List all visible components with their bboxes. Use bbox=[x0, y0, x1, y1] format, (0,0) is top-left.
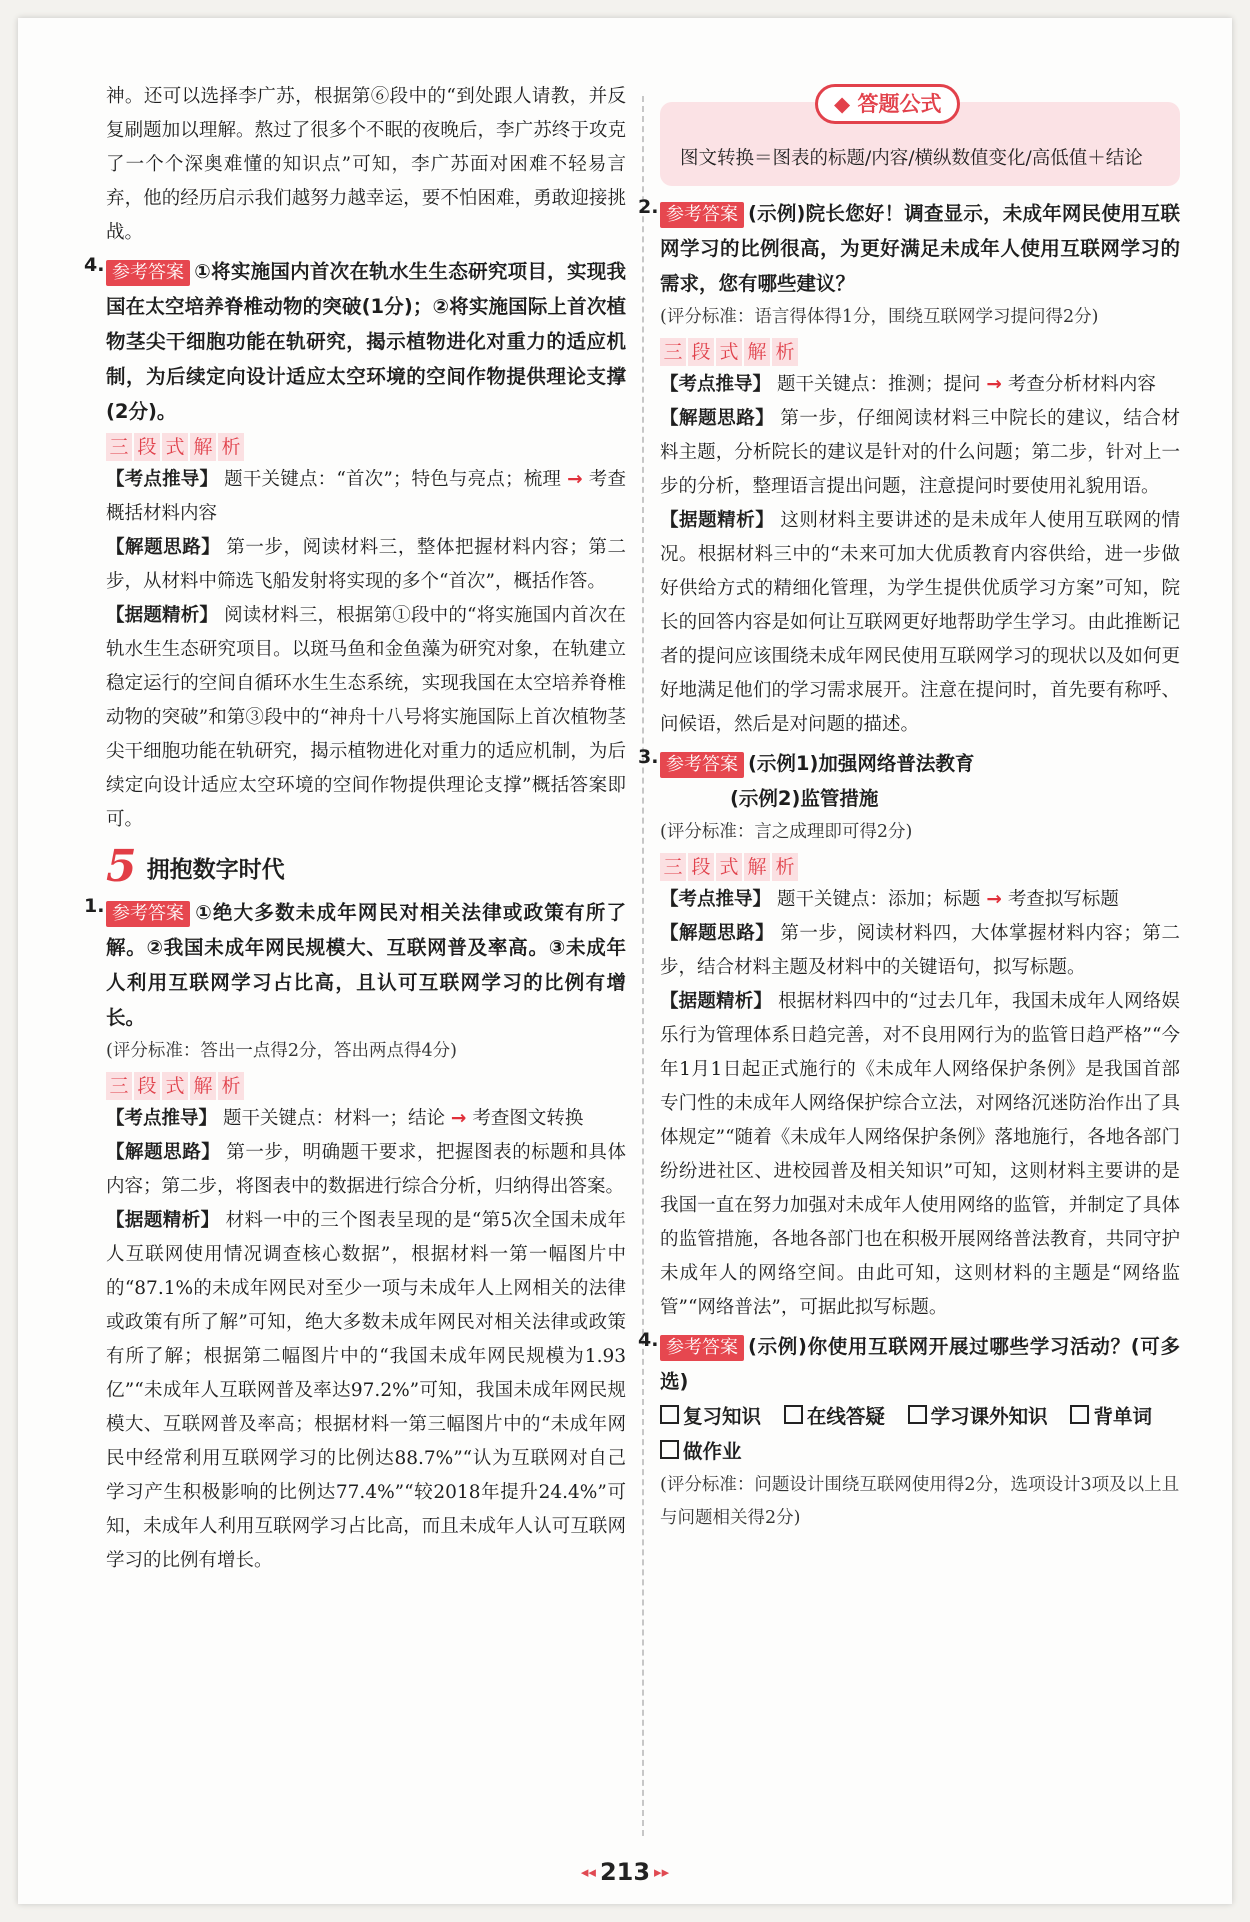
idea-label: 【解题思路】 bbox=[660, 408, 775, 429]
analysis-char: 式 bbox=[162, 1072, 188, 1100]
analysis-char: 析 bbox=[218, 433, 244, 461]
checkbox-icon[interactable] bbox=[1070, 1405, 1089, 1424]
analysis-char: 段 bbox=[134, 433, 160, 461]
analysis-char: 式 bbox=[716, 338, 742, 366]
answer-text bbox=[660, 746, 1180, 781]
analysis-char: 段 bbox=[134, 1072, 160, 1100]
analysis-badge bbox=[106, 1072, 626, 1100]
solution-idea bbox=[106, 531, 626, 599]
arrow-icon: → bbox=[986, 374, 1002, 395]
point-derivation bbox=[106, 1102, 626, 1136]
question-3 bbox=[638, 746, 1180, 1325]
question-number: 2. bbox=[638, 196, 659, 218]
reference-answer-tag: 参考答案 bbox=[660, 752, 744, 778]
option-label: 学习课外知识 bbox=[930, 1405, 1048, 1428]
section-title: 拥抱数字时代 bbox=[146, 856, 285, 883]
reference-answer-tag: 参考答案 bbox=[106, 260, 190, 286]
answer-body: (示例)你使用互联网开展过哪些学习活动？(可多选) bbox=[660, 1335, 1180, 1393]
answer-body: (示例1)加强网络普法教育 bbox=[748, 752, 975, 775]
option-item[interactable] bbox=[660, 1399, 761, 1434]
detailed-analysis bbox=[660, 985, 1180, 1325]
answer-text bbox=[106, 254, 626, 429]
idea-text: 第一步，阅读材料三，整体把握材料内容；第二步，从材料中筛选飞船发射将实现的多个“首次”，概括作答。 bbox=[106, 537, 626, 592]
scoring-standard: (评分标准：问题设计围绕互联网使用得2分，选项设计3项及以上且与问题相关得2分) bbox=[660, 1475, 1180, 1528]
question-number: 4. bbox=[84, 254, 105, 276]
scoring-standard: (评分标准：言之成理即可得2分) bbox=[660, 822, 913, 842]
analysis-char: 解 bbox=[744, 853, 770, 881]
answer-example-2: (示例2)监管措施 bbox=[730, 787, 879, 810]
analysis-char: 三 bbox=[106, 433, 132, 461]
detail-text: 这则材料主要讲述的是未成年人使用互联网的情况。根据材料三中的“未来可加大优质教育内容供给，进一步做好供给方式的精细化管理，为学生提供优质学习方案”可知，院长的回答内容是如何让互联网更好地帮助学生学习。由此推断记者的提问应该围绕未成年网民使用互联网学习的现状以及如何更好地满足他们的学习需求展开。注意在提问时，首先要有称呼、问候语，然后是对问题的描述。 bbox=[660, 510, 1180, 735]
option-item[interactable] bbox=[908, 1399, 1048, 1434]
answer-text bbox=[660, 196, 1180, 301]
answer-body: (示例)院长您好！调查显示，未成年网民使用互联网学习的比例很高，为更好满足未成年人使用互联网学习的需求，您有哪些建议？ bbox=[660, 202, 1180, 295]
formula-title: ◆ 答题公式 bbox=[815, 84, 960, 124]
arrow-icon: → bbox=[450, 1108, 467, 1129]
point-text: 题干关键点：添加；标题 bbox=[777, 889, 981, 910]
analysis-char: 三 bbox=[660, 338, 686, 366]
option-item[interactable] bbox=[1070, 1399, 1152, 1434]
idea-label: 【解题思路】 bbox=[106, 1142, 221, 1163]
scoring-standard: (评分标准：答出一点得2分，答出两点得4分) bbox=[106, 1041, 457, 1061]
formula-text: 图文转换＝图表的标题/内容/横纵数值变化/高低值＋结论 bbox=[680, 148, 1143, 169]
idea-text: 第一步，仔细阅读材料三中院长的建议，结合材料主题，分析院长的建议是针对的什么问题；第二步，针对上一步的分析，整理语言提出问题，注意提问时要使用礼貌用语。 bbox=[660, 408, 1180, 497]
scoring-standard: (评分标准：语言得体得1分，围绕互联网学习提问得2分) bbox=[660, 307, 1099, 327]
right-column bbox=[638, 80, 1180, 1535]
answer-text bbox=[106, 895, 626, 1035]
analysis-char: 析 bbox=[218, 1072, 244, 1100]
answer-formula-box bbox=[660, 92, 1180, 186]
analysis-char: 解 bbox=[744, 338, 770, 366]
question-4-right bbox=[638, 1329, 1180, 1535]
analysis-char: 式 bbox=[162, 433, 188, 461]
section-heading bbox=[106, 841, 626, 892]
analysis-char: 解 bbox=[190, 433, 216, 461]
point-derivation bbox=[106, 463, 626, 531]
answer-body: ①绝大多数未成年网民对相关法律或政策有所了解。②我国未成年网民规模大、互联网普及率高。③未成年人利用互联网学习占比高，且认可互联网学习的比例有增长。 bbox=[106, 901, 626, 1029]
point-result: 考查概括材料内容 bbox=[106, 469, 626, 524]
question-1 bbox=[84, 895, 626, 1578]
analysis-char: 段 bbox=[688, 338, 714, 366]
point-text: 题干关键点：材料一；结论 bbox=[223, 1108, 446, 1129]
option-label: 在线答疑 bbox=[806, 1405, 885, 1428]
checkbox-icon[interactable] bbox=[660, 1440, 679, 1459]
detailed-analysis bbox=[660, 504, 1180, 742]
detailed-analysis bbox=[106, 599, 626, 837]
answer-body: ①将实施国内首次在轨水生生态研究项目，实现我国在太空培养脊椎动物的突破(1分)；②将实施国际上首次植物茎尖干细胞功能在轨研究，揭示植物进化对重力的适应机制，为后续定向设计适应太空环境的空间作物提供理论支撑(2分)。 bbox=[106, 260, 626, 423]
left-column bbox=[84, 80, 626, 1578]
question-number: 1. bbox=[84, 895, 105, 917]
page-number-text: 213 bbox=[599, 1858, 651, 1886]
section-number: 5 bbox=[106, 841, 137, 892]
analysis-char: 析 bbox=[772, 853, 798, 881]
reference-answer-tag: 参考答案 bbox=[660, 1335, 744, 1361]
arrow-icon: → bbox=[567, 469, 583, 490]
analysis-badge bbox=[106, 433, 626, 461]
detail-label: 【据题精析】 bbox=[106, 1210, 220, 1231]
analysis-char: 段 bbox=[688, 853, 714, 881]
idea-text: 第一步，阅读材料四，大体掌握材料内容；第二步，结合材料主题及材料中的关键语句，拟写标题。 bbox=[660, 923, 1180, 978]
analysis-char: 析 bbox=[772, 338, 798, 366]
intro-paragraph: 神。还可以选择李广苏，根据第⑥段中的“到处跟人请教，并反复刷题加以理解。熬过了很多个不眠的夜晚后，李广苏终于攻克了一个个深奥难懂的知识点”可知，李广苏面对困难不轻易言弃，他的经历启示我们越努力越幸运，要不怕困难，勇敢迎接挑战。 bbox=[106, 86, 626, 243]
point-label: 【考点推导】 bbox=[660, 374, 772, 395]
question-number: 4. bbox=[638, 1329, 659, 1351]
checkbox-icon[interactable] bbox=[660, 1405, 679, 1424]
point-label: 【考点推导】 bbox=[106, 469, 219, 490]
page-number bbox=[18, 1858, 1232, 1886]
detail-label: 【据题精析】 bbox=[660, 991, 773, 1012]
question-2 bbox=[638, 196, 1180, 742]
idea-text: 第一步，明确题干要求，把握图表的标题和具体内容；第二步，将图表中的数据进行综合分析，归纳得出答案。 bbox=[106, 1142, 626, 1197]
option-label: 做作业 bbox=[683, 1440, 742, 1463]
reference-answer-tag: 参考答案 bbox=[106, 901, 190, 927]
option-label: 背单词 bbox=[1093, 1405, 1152, 1428]
point-label: 【考点推导】 bbox=[106, 1108, 218, 1129]
idea-label: 【解题思路】 bbox=[660, 923, 775, 944]
column-divider bbox=[642, 96, 644, 1836]
checkbox-icon[interactable] bbox=[908, 1405, 927, 1424]
point-derivation bbox=[660, 368, 1180, 402]
analysis-char: 式 bbox=[716, 853, 742, 881]
detail-text: 材料一中的三个图表呈现的是“第5次全国未成年人互联网使用情况调查核心数据”，根据材料一第一幅图片中的“87.1%的未成年网民对至少一项与未成年人上网相关的法律或政策有所了解”可知，绝大多数未成年网民对相关法律或政策有所了解；根据第二幅图片中的“我国未成年网民规模为1.93亿”“未成年人互联网普及率达97.2%”可知，我国未成年网民规模大、互联网普及率高；根据材料一第三幅图片中的“未成年网民中经常利用互联网学习的比例达88.7%”“认为互联网对自己学习产生积极影响的比例达77.4%”“较2018年提升24.4%”可知，未成年人利用互联网学习占比高，而且未成年人认可互联网学习的比例有增长。 bbox=[106, 1210, 626, 1571]
checkbox-icon[interactable] bbox=[784, 1405, 803, 1424]
point-result: 考查分析材料内容 bbox=[1007, 374, 1156, 395]
question-4-left bbox=[84, 254, 626, 837]
answer-text bbox=[660, 1329, 1180, 1399]
point-text: 题干关键点：推测；提问 bbox=[777, 374, 981, 395]
analysis-char: 三 bbox=[106, 1072, 132, 1100]
detail-text: 根据材料四中的“过去几年，我国未成年人网络娱乐行为管理体系日趋完善，对不良用网行为的监管日趋严格”“今年1月1日起正式施行的《未成年人网络保护条例》是我国首部专门性的未成年人网络保护综合立法，对网络沉迷防治作出了具体规定”“随着《未成年人网络保护条例》落地施行，各地各部门纷纷进社区、进校园普及相关知识”可知，这则材料主要讲的是我国一直在努力加强对未成年人使用网络的监管，并制定了具体的监管措施，各地各部门也在积极开展网络普法教育，共同守护未成年人的网络空间。由此可知，这则材料的主题是“网络监管”“网络普法”，可据此拟写标题。 bbox=[660, 991, 1180, 1318]
option-list bbox=[660, 1399, 1180, 1469]
analysis-badge bbox=[660, 338, 1180, 366]
analysis-char: 解 bbox=[190, 1072, 216, 1100]
arrow-icon: → bbox=[986, 889, 1002, 910]
left-chevron-icon: ◂◂ bbox=[580, 1863, 596, 1881]
analysis-badge bbox=[660, 853, 1180, 881]
point-result: 考查图文转换 bbox=[472, 1108, 584, 1129]
solution-idea bbox=[660, 402, 1180, 504]
point-text: 题干关键点：“首次”；特色与亮点；梳理 bbox=[224, 469, 562, 490]
solution-idea bbox=[106, 1136, 626, 1204]
reference-answer-tag: 参考答案 bbox=[660, 202, 744, 228]
detail-label: 【据题精析】 bbox=[106, 605, 219, 626]
solution-idea bbox=[660, 917, 1180, 985]
right-chevron-icon: ▸▸ bbox=[654, 1863, 670, 1881]
detail-text: 阅读材料三，根据第①段中的“将实施国内首次在轨水生生态研究项目。以斑马鱼和金鱼藻为研究对象，在轨建立稳定运行的空间自循环水生生态系统，实现我国在太空培养脊椎动物的突破”和第③段中的“神舟十八号将实施国际上首次植物茎尖干细胞功能在轨研究，揭示植物进化对重力的适应机制，为后续定向设计适应太空环境的空间作物提供理论支撑”概括答案即可。 bbox=[106, 605, 626, 830]
idea-label: 【解题思路】 bbox=[106, 537, 221, 558]
option-item[interactable] bbox=[660, 1434, 742, 1469]
detailed-analysis bbox=[106, 1204, 626, 1578]
point-label: 【考点推导】 bbox=[660, 889, 772, 910]
point-derivation bbox=[660, 883, 1180, 917]
option-label: 复习知识 bbox=[683, 1405, 762, 1428]
question-number: 3. bbox=[638, 746, 659, 768]
page bbox=[18, 18, 1232, 1904]
point-result: 考查拟写标题 bbox=[1007, 889, 1119, 910]
option-item[interactable] bbox=[784, 1399, 885, 1434]
analysis-char: 三 bbox=[660, 853, 686, 881]
detail-label: 【据题精析】 bbox=[660, 510, 775, 531]
